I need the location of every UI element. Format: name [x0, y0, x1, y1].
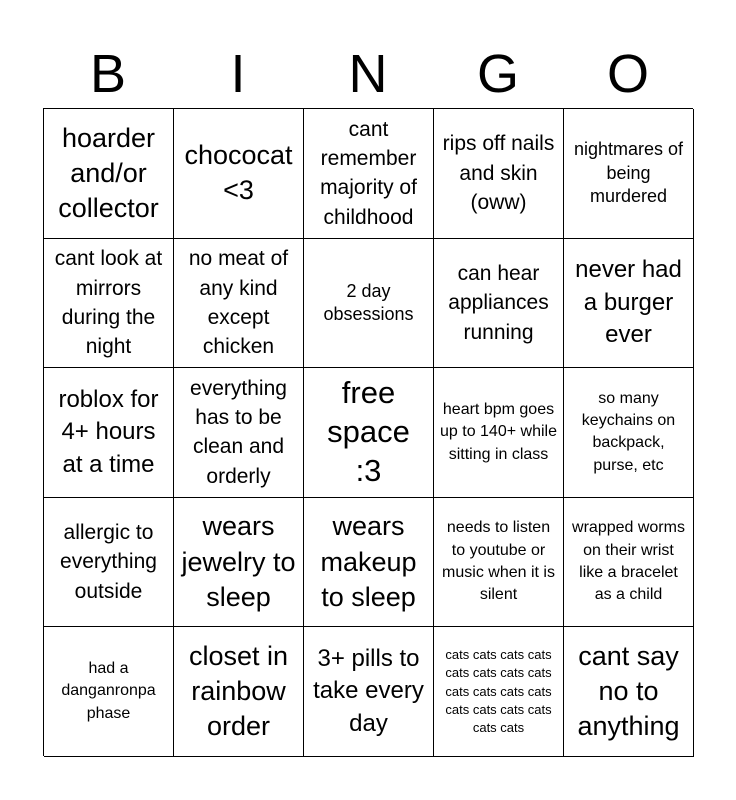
bingo-cell[interactable]: allergic to everything outside — [44, 498, 174, 628]
bingo-cell[interactable]: wrapped worms on their wrist like a bracelet as a child — [564, 498, 694, 628]
bingo-cell[interactable]: everything has to be clean and orderly — [174, 368, 304, 498]
bingo-cell[interactable]: cant say no to anything — [564, 627, 694, 757]
bingo-cell[interactable]: cant look at mirrors during the night — [44, 239, 174, 369]
bingo-cell[interactable]: closet in rainbow order — [174, 627, 304, 757]
header-letter-b: B — [89, 44, 127, 104]
bingo-cell[interactable]: 2 day obsessions — [304, 239, 434, 369]
bingo-cell[interactable]: wears jewelry to sleep — [174, 498, 304, 628]
free-space-cell[interactable]: free space :3 — [304, 368, 434, 498]
header-letter-o: O — [606, 44, 649, 104]
bingo-cell[interactable]: roblox for 4+ hours at a time — [44, 368, 174, 498]
bingo-cell[interactable]: never had a burger ever — [564, 239, 694, 369]
bingo-cell[interactable]: can hear appliances running — [434, 239, 564, 369]
bingo-cell[interactable]: heart bpm goes up to 140+ while sitting in class — [434, 368, 564, 498]
bingo-cell[interactable]: rips off nails and skin (oww) — [434, 109, 564, 239]
bingo-board — [43, 108, 693, 756]
bingo-cell[interactable]: chococat <3 — [174, 109, 304, 239]
bingo-cell[interactable]: cant remember majority of childhood — [304, 109, 434, 239]
bingo-cell[interactable]: had a danganronpa phase — [44, 627, 174, 757]
bingo-cell[interactable]: hoarder and/or collector — [44, 109, 174, 239]
bingo-cell[interactable]: nightmares of being murdered — [564, 109, 694, 239]
bingo-cell[interactable]: 3+ pills to take every day — [304, 627, 434, 757]
bingo-cell[interactable]: needs to listen to youtube or music when it is silent — [434, 498, 564, 628]
bingo-cell[interactable]: cats cats cats cats cats cats cats cats cats cats cats cats cats cats cats cats cats cats — [434, 627, 564, 757]
header-letter-g: G — [476, 44, 519, 104]
bingo-cell[interactable]: wears makeup to sleep — [304, 498, 434, 628]
header-letter-i: I — [230, 44, 246, 104]
bingo-header — [43, 40, 693, 108]
bingo-cell[interactable]: so many keychains on backpack, purse, etc — [564, 368, 694, 498]
bingo-cell[interactable]: no meat of any kind except chicken — [174, 239, 304, 369]
header-letter-n: N — [348, 44, 388, 104]
